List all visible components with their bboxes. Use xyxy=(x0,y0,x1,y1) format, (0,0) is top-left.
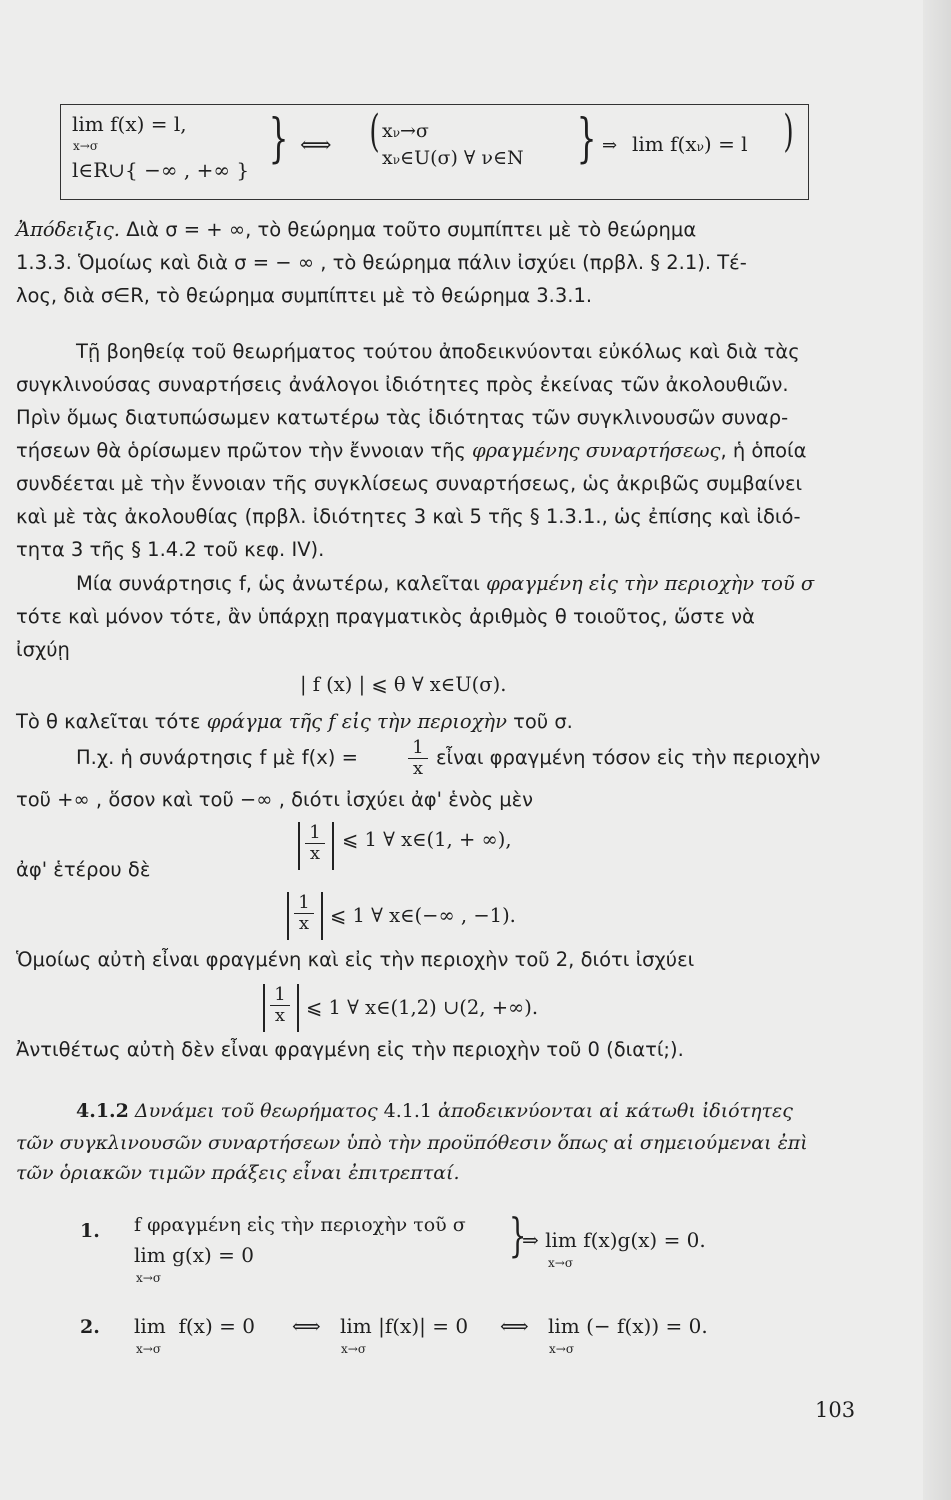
example-line1: Π.χ. ἡ συνάρτησις f μὲ f(x) = xyxy=(76,746,358,769)
item-1-result: ⇒ lim f(x)g(x) = 0. xyxy=(522,1228,706,1252)
para1-line2: συγκλινούσας συναρτήσεις ἀνάλογοι ἰδιότητες πρὸς ἐκείνας τῶν ἀκολουθιῶν. xyxy=(16,373,789,396)
para2-line2: τότε καὶ μόνον τότε, ἂν ὑπάρχῃ πραγματικὸς ἀριθμὸς θ τοιοῦτος, ὥστε νὰ xyxy=(16,605,755,628)
item-2-iff-1: ⟺ xyxy=(292,1314,321,1338)
item-1-number: 1. xyxy=(80,1220,100,1242)
item-2-expr-2: lim |f(x)| = 0 xyxy=(340,1314,469,1338)
aph-heterou: ἀφ' ἑτέρου δὲ xyxy=(16,858,151,881)
para2-line1: Μία συνάρτησις f, ὡς ἀνωτέρω, καλεῖται φραγμένη εἰς τὴν περιοχὴν τοῦ σ xyxy=(76,572,815,595)
box-left-line2: l∈R∪{ −∞ , +∞ } xyxy=(72,158,250,182)
inequality-1: ⩽ 1 ∀ x∈(1, + ∞), xyxy=(342,828,512,851)
abs-bar-right-2 xyxy=(321,892,323,940)
inequality-2: ⩽ 1 ∀ x∈(−∞ , −1). xyxy=(330,904,516,927)
fraction-1-over-x xyxy=(408,738,428,779)
fraction-denominator: x xyxy=(412,758,424,779)
equivalence-arrow: ⟺ xyxy=(300,133,332,158)
para2-line3: ἰσχύῃ xyxy=(16,638,70,661)
fraction-numerator: 1 xyxy=(408,738,428,759)
para2-line4: Τὸ θ καλεῖται τότε φράγμα τῆς f εἰς τὴν περιοχὴν τοῦ σ. xyxy=(16,710,573,733)
para1-line7: τητα 3 τῆς § 1.4.2 τοῦ κεφ. IV). xyxy=(16,538,325,561)
right-brace-2: } xyxy=(576,109,597,169)
implies-arrow: ⇒ xyxy=(602,135,618,156)
para1-line4: τήσεων θὰ ὁρίσωμεν πρῶτον τὴν ἔννοιαν τῆς φραγμένης συναρτήσεως, ἡ ὁποία xyxy=(16,439,807,462)
page-number: 103 xyxy=(815,1398,856,1422)
item-2-number: 2. xyxy=(80,1316,100,1338)
section-line1: 4.1.2 Δυνάμει τοῦ θεωρήματος 4.1.1 ἀποδεικνύονται αἱ κάτωθι ἰδιότητες xyxy=(76,1100,793,1122)
bound-term: φράγμα τῆς f εἰς τὴν περιοχὴν xyxy=(206,710,507,733)
para1-line6: καὶ μὲ τὰς ἀκολουθίας (πρβλ. ἰδιότητες 3 καὶ 5 τῆς § 1.3.1., ὡς ἐπίσης καὶ ἰδιό- xyxy=(16,505,801,528)
section-line2: τῶν συγκλινουσῶν συναρτήσεων ὑπὸ τὴν προϋπόθεσιν ὅπως αἱ σημειούμεναι ἐπὶ xyxy=(16,1132,808,1154)
bounded-function-term: φραγμένης συναρτήσεως xyxy=(471,439,721,462)
right-brace-1: } xyxy=(268,109,289,169)
abs-bar-right-3 xyxy=(297,984,299,1032)
item-1-condition-2-sub: x→σ xyxy=(136,1271,162,1285)
example-line1-rest: εἶναι φραγμένη τόσον εἰς τὴν περιοχὴν xyxy=(436,746,821,769)
box-mid-line2: xν∈U(σ) ∀ ν∈N xyxy=(382,147,524,169)
inequality-3: ⩽ 1 ∀ x∈(1,2) ∪(2, +∞). xyxy=(306,996,539,1019)
example-line3: Ὁμοίως αὐτὴ εἶναι φραγμένη καὶ εἰς τὴν περιοχὴν τοῦ 2, διότι ἰσχύει xyxy=(16,948,695,971)
item-2-expr-3-sub: x→σ xyxy=(549,1342,575,1356)
abs-bar-left-3 xyxy=(263,984,265,1032)
page-edge-shadow xyxy=(923,0,951,1500)
ineq2-fraction: $\frac{1}{x}$ xyxy=(294,893,314,934)
abs-bar-left-2 xyxy=(287,892,289,940)
bound-formula: | f (x) | ⩽ θ ∀ x∈U(σ). xyxy=(300,673,507,696)
item-2-iff-2: ⟺ xyxy=(500,1314,529,1338)
para1-line5: συνδέεται μὲ τὴν ἔννοιαν τῆς συγκλίσεως συναρτήσεως, ὡς ἀκριβῶς συμβαίνει xyxy=(16,472,803,495)
ineq1-fraction: $\frac{1}{x}$ xyxy=(305,823,325,864)
box-left-line1: lim f(x) = l, xyxy=(72,112,187,136)
item-2-expr-1: lim f(x) = 0 xyxy=(134,1314,255,1338)
item-2-expr-2-sub: x→σ xyxy=(341,1342,367,1356)
proof-label: Ἀπόδειξις. xyxy=(16,218,120,241)
example-line2: τοῦ +∞ , ὅσον καὶ τοῦ −∞ , διότι ἰσχύει ἀφ' ἑνὸς μὲν xyxy=(16,788,534,811)
abs-bar-left-1 xyxy=(298,822,300,870)
item-1-brace: } xyxy=(508,1208,527,1262)
bounded-neighborhood-term: φραγμένη εἰς τὴν περιοχὴν τοῦ σ xyxy=(486,572,815,595)
example-line4: Ἀντιθέτως αὐτὴ δὲν εἶναι φραγμένη εἰς τὴν περιοχὴν τοῦ 0 (διατί;). xyxy=(16,1038,684,1061)
para1-line1: Τῇ βοηθείᾳ τοῦ θεωρήματος τούτου ἀποδεικνύονται εὐκόλως καὶ διὰ τὰς xyxy=(76,340,800,363)
open-paren: ( xyxy=(369,106,380,157)
box-mid-line1: xν→σ xyxy=(382,120,429,142)
para1-line3: Πρὶν ὅμως διατυπώσωμεν κατωτέρω τὰς ἰδιότητας τῶν συγκλινουσῶν συναρ- xyxy=(16,406,789,429)
item-1-condition-2: lim g(x) = 0 xyxy=(134,1243,254,1267)
proof-line3: λος, διὰ σ∈R, τὸ θεώρημα συμπίπτει μὲ τὸ θεώρημα 3.3.1. xyxy=(16,284,593,307)
ineq3-fraction: $\frac{1}{x}$ xyxy=(270,985,290,1026)
box-right-expr: lim f(xν) = l xyxy=(632,132,748,156)
box-left-sub: x→σ xyxy=(73,139,99,153)
proof-line2: 1.3.3. Ὁμοίως καὶ διὰ σ = − ∞ , τὸ θεώρημα πάλιν ἰσχύει (πρβλ. § 2.1). Τέ- xyxy=(16,251,747,274)
close-paren: ) xyxy=(783,106,794,157)
abs-bar-right-1 xyxy=(332,822,334,870)
item-2-expr-1-sub: x→σ xyxy=(136,1342,162,1356)
section-line3: τῶν ὁριακῶν τιμῶν πράξεις εἶναι ἐπιτρεπταί. xyxy=(16,1162,460,1184)
item-2-expr-3: lim (− f(x)) = 0. xyxy=(548,1314,708,1338)
item-1-result-sub: x→σ xyxy=(548,1256,574,1270)
proof-line1: Ἀπόδειξις. Διὰ σ = + ∞, τὸ θεώρημα τοῦτο συμπίπτει μὲ τὸ θεώρημα xyxy=(16,218,697,241)
item-1-condition-1: f φραγμένη εἰς τὴν περιοχὴν τοῦ σ xyxy=(134,1214,466,1236)
section-number: 4.1.2 xyxy=(76,1100,129,1122)
